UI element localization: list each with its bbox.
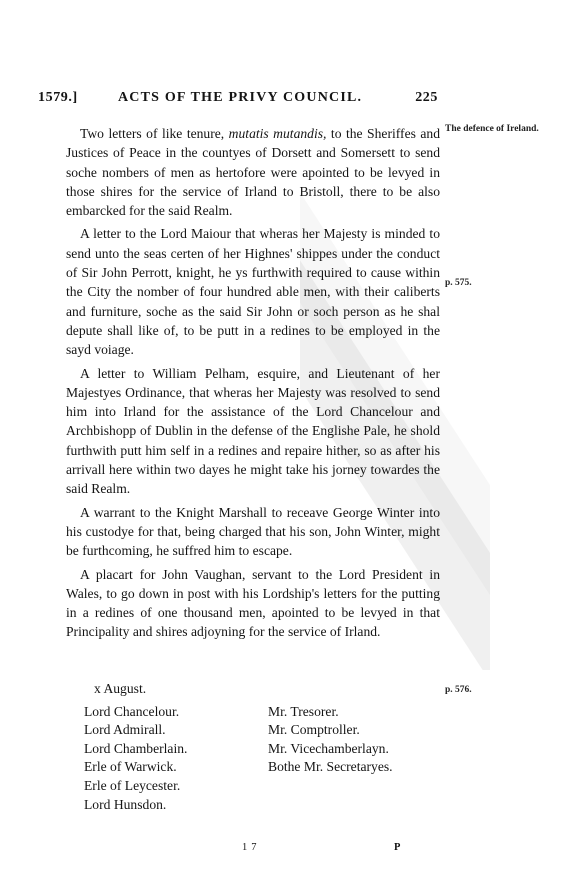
attendees-left-column xyxy=(84,703,187,815)
attendee-name: Mr. Comptroller. xyxy=(268,722,360,738)
attendee-name: Lord Chancelour. xyxy=(84,703,180,719)
page-footer xyxy=(0,842,567,856)
paragraph-letter-lord-maiour: A letter to the Lord Maiour that wheras her Majesty is minded to send unto the seas certen of her Highnes' shippes under the conduct of Sir John Perrott, knight, he ys furthwith required to cause within the City the nomber of four hundred able men, with their caliberts and furniture, soche as the said Sir John or soch person as he shal depute shall like of, to be putt in a redines to be employed in the sayd voiage. xyxy=(66,226,440,358)
attendee-name: Lord Admirall. xyxy=(84,722,166,738)
paragraph-italic: mutatis mutandis, xyxy=(228,126,327,141)
meeting-date: x August. xyxy=(94,681,147,696)
attendee-name: Mr. Vicechamberlayn. xyxy=(268,740,389,756)
paragraph-letters-dorsett-somersett xyxy=(66,124,440,220)
paragraph-text: Two letters of like tenure, xyxy=(80,126,229,141)
attendee-name: Mr. Tresorer. xyxy=(268,703,339,719)
attendee-name: Erle of Warwick. xyxy=(84,759,177,775)
sidenote-defence-of-ireland: The defence of Ireland. xyxy=(445,124,539,134)
paragraph-placart-john-vaughan: A placart for John Vaughan, servant to the Lord President in Wales, to go down in post with his Lordship's letters for the putting in a redines of one thousand men, apointed to be levyed in that Principality and shires adjoyning for the service of Irland. xyxy=(66,566,440,640)
running-header xyxy=(38,90,438,110)
paragraph-letter-william-pelham: A letter to William Pelham, esquire, and Lieutenant of her Majestyes Ordinance, that wheras her Majesty was resolved to send him into Irland for the assistance of the Lord Chancelour and Archbishopp of Dublin in the defense of the Englishe Pale, he shold furthwith putt him self in a redines and repaire hither, so as after his arrivall here within two dayes he might take his jorney towardes the said Realm. xyxy=(66,365,440,497)
signature-mark: 17 xyxy=(242,842,261,853)
attendees-right-column xyxy=(268,703,393,777)
printer-mark: P xyxy=(394,842,401,853)
sidenote-page-576: p. 576. xyxy=(445,685,472,695)
header-title: ACTS OF THE PRIVY COUNCIL. xyxy=(118,90,363,105)
attendee-name: Lord Chamberlain. xyxy=(84,740,188,756)
header-page-number: 225 xyxy=(415,90,438,105)
paragraph-text: to the Sheriffes and Justices of Peace in the countyes of Dorsett and Somersett to send soche nombers of men as hertofore were apointed to be levyed in those shires for the service of Irland to Bristoll, there to be also embarcked for the said Realm. xyxy=(66,126,440,219)
attendee-name: Lord Hunsdon. xyxy=(84,796,167,812)
header-year: 1579.] xyxy=(38,90,78,105)
attendee-name: Erle of Leycester. xyxy=(84,777,181,793)
meeting-attendance xyxy=(84,680,424,812)
paragraph-warrant-knight-marshall: A warrant to the Knight Marshall to receave George Winter into his custodye for that, being charged that his son, John Winter, might be furthcoming, he suffred him to escape. xyxy=(66,504,440,559)
sidenote-page-575: p. 575. xyxy=(445,278,472,288)
attendee-name: Bothe Mr. Secretaryes. xyxy=(268,759,393,775)
body-text xyxy=(66,124,440,646)
